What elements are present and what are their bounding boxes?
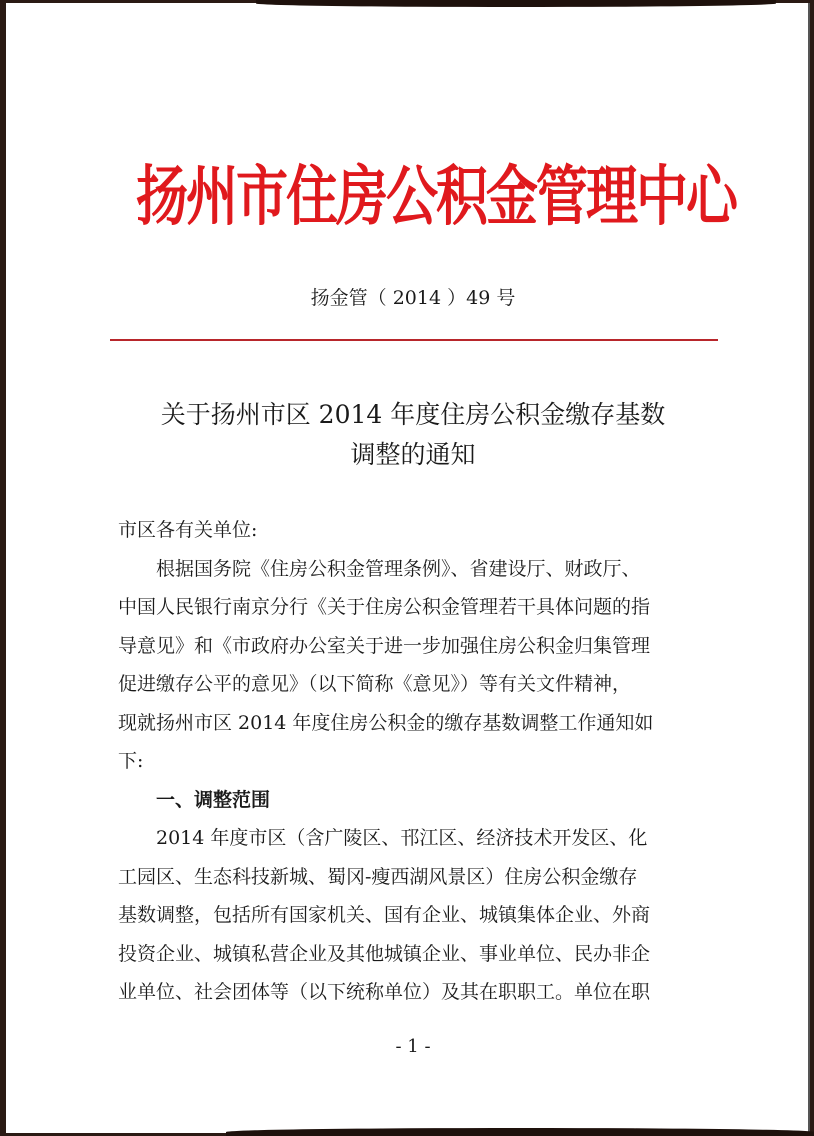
salutation: 市区各有关单位: [118,519,258,541]
scan-edge-top [256,0,776,7]
title-line: 调整的通知 [350,440,476,469]
paragraph-line: 现就扬州市区 2014 年度住房公积金的缴存基数调整工作通知如 [118,711,654,734]
paragraph-line: 促进缴存公平的意见》（以下简称《意见》）等有关文件精神， [118,673,632,695]
page-number: - 1 - [395,1036,431,1057]
paragraph-line: 2014 年度市区（含广陵区、邗江区、经济技术开发区、化 [156,827,648,849]
red-divider [110,339,718,341]
paragraph-line: 投资企业、城镇私营企业及其他城镇企业、事业单位、民办非企 [118,942,651,965]
title-line: 关于扬州市区 2014 年度住房公积金缴存基数 [160,400,666,429]
paragraph-line: 下: [118,750,144,772]
document-page [6,3,810,1133]
paragraph-line: 中国人民银行南京分行《关于住房公积金管理若干具体问题的指 [118,596,651,618]
paragraph-line: 业单位、社会团体等（以下统称单位）及其在职职工。单位在职 [118,981,651,1003]
document-body [118,511,738,1012]
document-title [6,395,814,475]
masthead: 扬州市住房公积金管理中心 [136,158,737,235]
scan-edge-bottom [226,1128,814,1136]
paragraph-line: 根据国务院《住房公积金管理条例》、省建设厅、财政厅、 [156,557,641,580]
paragraph-line: 基数调整，包括所有国家机关、国有企业、城镇集体企业、外商 [118,904,651,926]
section-heading: 一、调整范围 [156,788,271,811]
paragraph-line: 导意见》和《市政府办公室关于进一步加强住房公积金归集管理 [118,634,651,657]
paragraph-line: 工园区、生态科技新城、蜀冈-瘦西湖风景区）住房公积金缴存 [118,865,638,888]
document-number: 扬金管（ 2014 ）49 号 [310,287,516,309]
